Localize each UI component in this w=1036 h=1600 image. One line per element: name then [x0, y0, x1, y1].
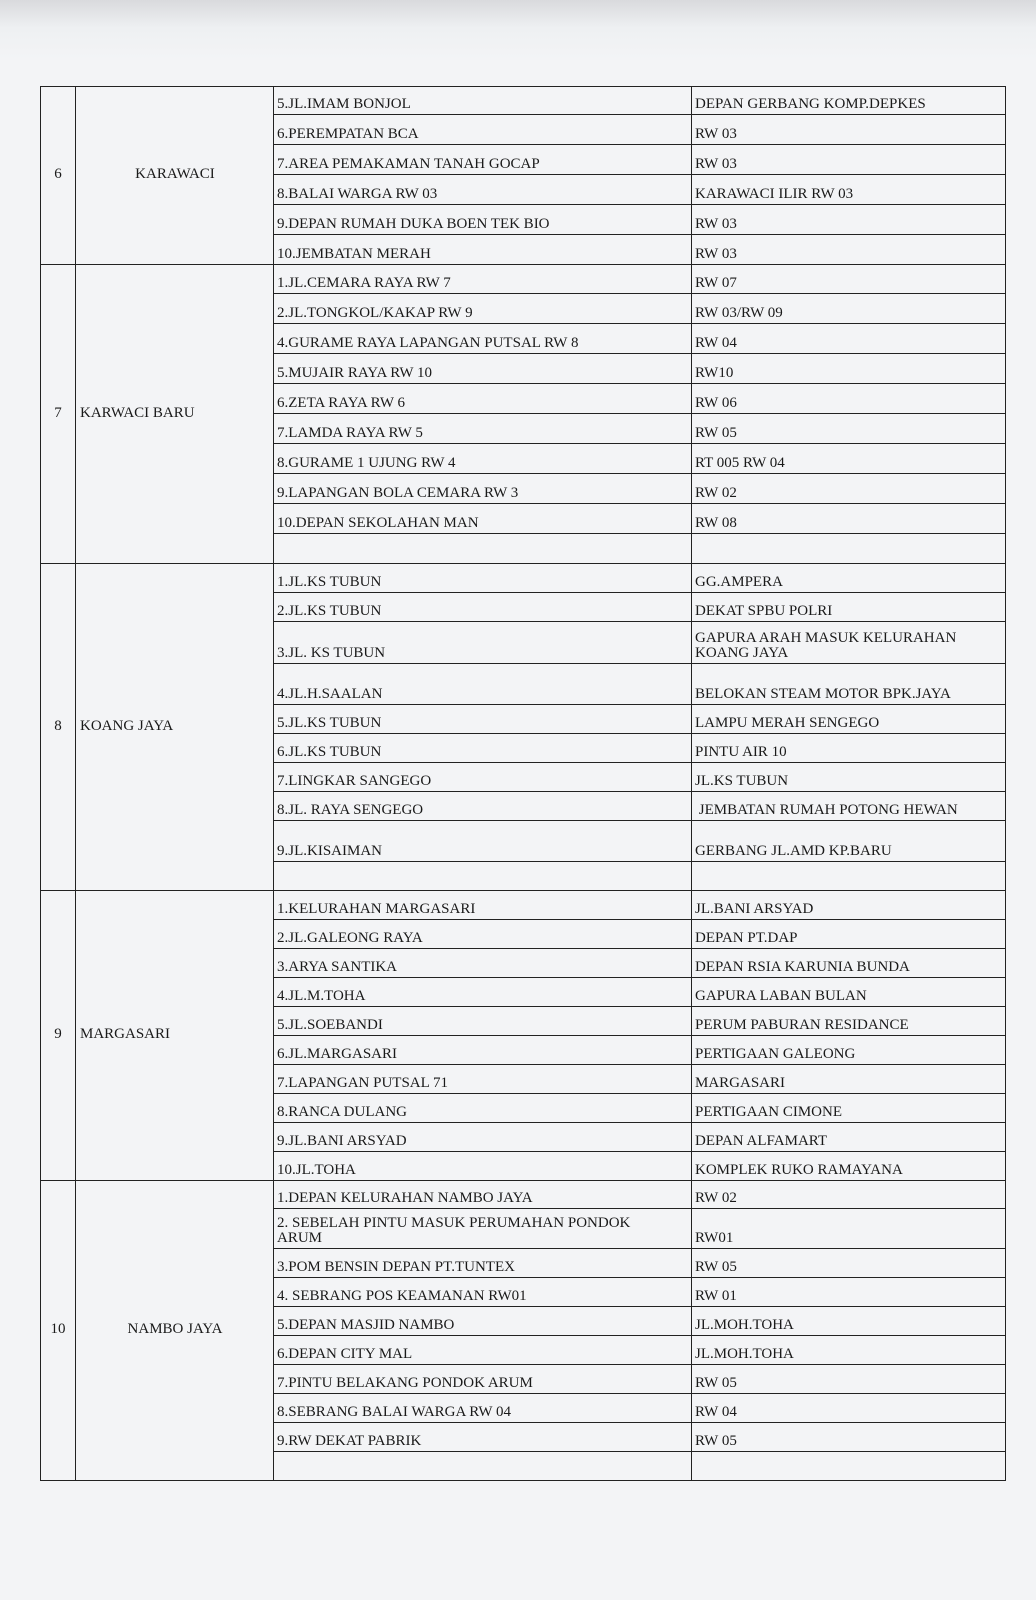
location-cell: 5.JL.IMAM BONJOL — [274, 87, 692, 115]
description-cell: KOMPLEK RUKO RAMAYANA — [692, 1152, 1006, 1181]
description-cell: DEPAN PT.DAP — [692, 920, 1006, 949]
description-cell: RW 03 — [692, 145, 1006, 175]
description-cell: RW 04 — [692, 324, 1006, 354]
description-cell: RW 05 — [692, 414, 1006, 444]
description-cell: RW01 — [692, 1209, 1006, 1249]
location-cell: 6.DEPAN CITY MAL — [274, 1336, 692, 1365]
location-cell: 2.JL.GALEONG RAYA — [274, 920, 692, 949]
location-cell: 6.PEREMPATAN BCA — [274, 115, 692, 145]
location-cell: 8.GURAME 1 UJUNG RW 4 — [274, 444, 692, 474]
location-cell: 2.JL.KS TUBUN — [274, 593, 692, 622]
description-cell: DEPAN ALFAMART — [692, 1123, 1006, 1152]
location-cell: 6.ZETA RAYA RW 6 — [274, 384, 692, 414]
location-cell: 1.KELURAHAN MARGASARI — [274, 891, 692, 920]
location-cell: 10.JL.TOHA — [274, 1152, 692, 1181]
location-cell — [274, 862, 692, 891]
description-cell: BELOKAN STEAM MOTOR BPK.JAYA — [692, 664, 1006, 705]
location-cell: 10.JEMBATAN MERAH — [274, 235, 692, 265]
description-cell: GAPURA LABAN BULAN — [692, 978, 1006, 1007]
location-cell: 7.LAMDA RAYA RW 5 — [274, 414, 692, 444]
location-cell — [274, 534, 692, 564]
section-number: 6 — [40, 87, 76, 265]
location-cell: 5.JL.SOEBANDI — [274, 1007, 692, 1036]
location-cell: 4. SEBRANG POS KEAMANAN RW01 — [274, 1278, 692, 1307]
location-cell: 7.LINGKAR SANGEGO — [274, 763, 692, 792]
description-cell — [692, 534, 1006, 564]
location-cell: 9.DEPAN RUMAH DUKA BOEN TEK BIO — [274, 205, 692, 235]
description-cell: RW 03 — [692, 205, 1006, 235]
description-cell: JL.MOH.TOHA — [692, 1307, 1006, 1336]
description-cell: RW 04 — [692, 1394, 1006, 1423]
location-cell: 5.MUJAIR RAYA RW 10 — [274, 354, 692, 384]
description-cell: RW 07 — [692, 265, 1006, 294]
location-cell — [274, 1452, 692, 1481]
description-cell: JL.MOH.TOHA — [692, 1336, 1006, 1365]
location-cell: 2. SEBELAH PINTU MASUK PERUMAHAN PONDOK ARUM — [274, 1209, 692, 1249]
description-cell: RW 02 — [692, 474, 1006, 504]
location-cell: 5.JL.KS TUBUN — [274, 705, 692, 734]
kelurahan-name: KARAWACI — [76, 87, 274, 265]
location-cell: 4.GURAME RAYA LAPANGAN PUTSAL RW 8 — [274, 324, 692, 354]
kelurahan-name: MARGASARI — [76, 891, 274, 1181]
location-cell: 3.JL. KS TUBUN — [274, 622, 692, 664]
location-cell: 4.JL.H.SAALAN — [274, 664, 692, 705]
location-cell: 7.PINTU BELAKANG PONDOK ARUM — [274, 1365, 692, 1394]
location-cell: 9.JL.KISAIMAN — [274, 821, 692, 862]
description-cell: RW10 — [692, 354, 1006, 384]
description-cell: RT 005 RW 04 — [692, 444, 1006, 474]
description-cell — [692, 862, 1006, 891]
description-cell: PERTIGAAN GALEONG — [692, 1036, 1006, 1065]
description-cell: RW 05 — [692, 1249, 1006, 1278]
description-cell: JL.KS TUBUN — [692, 763, 1006, 792]
description-cell: LAMPU MERAH SENGEGO — [692, 705, 1006, 734]
description-cell: RW 05 — [692, 1423, 1006, 1452]
description-cell: PERUM PABURAN RESIDANCE — [692, 1007, 1006, 1036]
description-cell: RW 05 — [692, 1365, 1006, 1394]
location-cell: 1.DEPAN KELURAHAN NAMBO JAYA — [274, 1181, 692, 1209]
description-cell: GG.AMPERA — [692, 564, 1006, 593]
location-cell: 9.JL.BANI ARSYAD — [274, 1123, 692, 1152]
description-cell: MARGASARI — [692, 1065, 1006, 1094]
description-cell: DEPAN RSIA KARUNIA BUNDA — [692, 949, 1006, 978]
location-cell: 2.JL.TONGKOL/KAKAP RW 9 — [274, 294, 692, 324]
kelurahan-name: KOANG JAYA — [76, 564, 274, 891]
description-cell: DEKAT SPBU POLRI — [692, 593, 1006, 622]
kelurahan-name: NAMBO JAYA — [76, 1181, 274, 1481]
location-cell: 6.JL.KS TUBUN — [274, 734, 692, 763]
description-cell: JEMBATAN RUMAH POTONG HEWAN — [692, 792, 1006, 821]
description-cell: RW 03 — [692, 115, 1006, 145]
section-number: 9 — [40, 891, 76, 1181]
description-cell — [692, 1452, 1006, 1481]
description-cell: RW 02 — [692, 1181, 1006, 1209]
description-cell: RW 01 — [692, 1278, 1006, 1307]
description-cell: KARAWACI ILIR RW 03 — [692, 175, 1006, 205]
location-cell: 8.JL. RAYA SENGEGO — [274, 792, 692, 821]
location-cell: 1.JL.CEMARA RAYA RW 7 — [274, 265, 692, 294]
location-cell: 3.POM BENSIN DEPAN PT.TUNTEX — [274, 1249, 692, 1278]
description-cell: RW 03/RW 09 — [692, 294, 1006, 324]
location-cell: 9.RW DEKAT PABRIK — [274, 1423, 692, 1452]
location-cell: 8.SEBRANG BALAI WARGA RW 04 — [274, 1394, 692, 1423]
location-cell: 3.ARYA SANTIKA — [274, 949, 692, 978]
description-cell: RW 08 — [692, 504, 1006, 534]
location-cell: 1.JL.KS TUBUN — [274, 564, 692, 593]
description-cell: DEPAN GERBANG KOMP.DEPKES — [692, 87, 1006, 115]
description-cell: RW 03 — [692, 235, 1006, 265]
location-cell: 8.RANCA DULANG — [274, 1094, 692, 1123]
location-cell: 9.LAPANGAN BOLA CEMARA RW 3 — [274, 474, 692, 504]
location-cell: 5.DEPAN MASJID NAMBO — [274, 1307, 692, 1336]
location-cell: 4.JL.M.TOHA — [274, 978, 692, 1007]
kelurahan-name: KARWACI BARU — [76, 265, 274, 564]
location-cell: 7.LAPANGAN PUTSAL 71 — [274, 1065, 692, 1094]
description-cell: PINTU AIR 10 — [692, 734, 1006, 763]
description-cell: GAPURA ARAH MASUK KELURAHAN KOANG JAYA — [692, 622, 1006, 664]
location-cell: 8.BALAI WARGA RW 03 — [274, 175, 692, 205]
description-cell: GERBANG JL.AMD KP.BARU — [692, 821, 1006, 862]
section-number: 10 — [40, 1181, 76, 1481]
location-cell: 6.JL.MARGASARI — [274, 1036, 692, 1065]
location-cell: 7.AREA PEMAKAMAN TANAH GOCAP — [274, 145, 692, 175]
section-number: 7 — [40, 265, 76, 564]
description-cell: RW 06 — [692, 384, 1006, 414]
description-cell: PERTIGAAN CIMONE — [692, 1094, 1006, 1123]
location-table — [40, 86, 1006, 1481]
description-cell: JL.BANI ARSYAD — [692, 891, 1006, 920]
location-cell: 10.DEPAN SEKOLAHAN MAN — [274, 504, 692, 534]
section-number: 8 — [40, 564, 76, 891]
